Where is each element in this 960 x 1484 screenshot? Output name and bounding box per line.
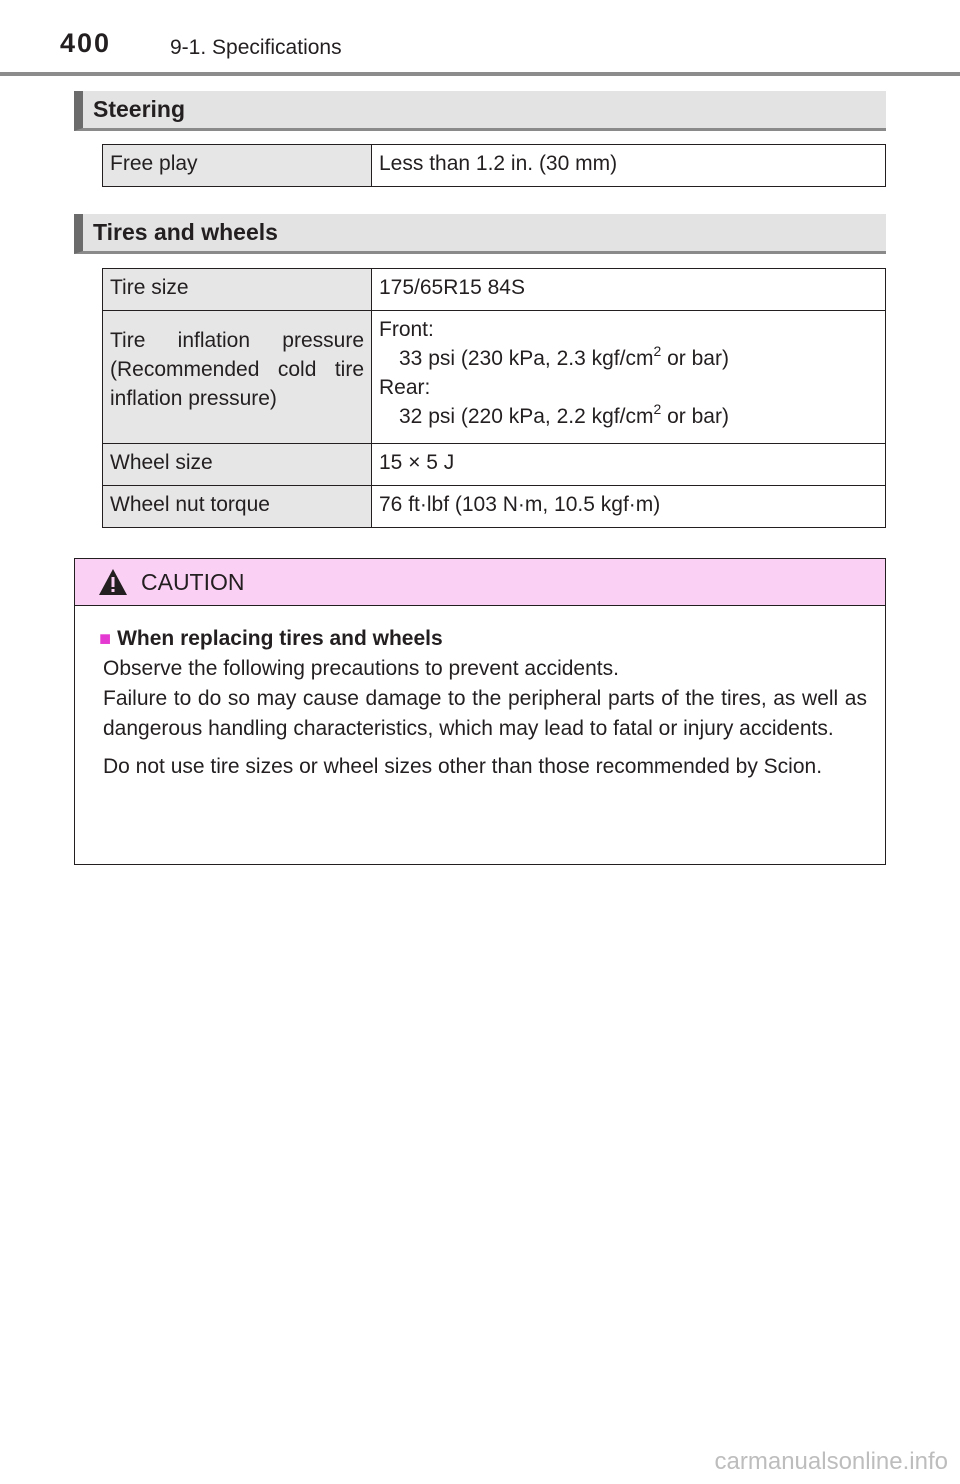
table-row: [103, 486, 886, 528]
free-play-label: Free play: [103, 145, 372, 187]
caution-paragraph: Failure to do so may cause damage to the peripheral parts of the tires, as well as dangerous handling characteristics, which may lead to fatal or injury accidents.: [103, 687, 867, 740]
front-label: Front:: [379, 318, 434, 341]
caution-subhead: ■ When replacing tires and wheels: [99, 627, 443, 650]
page-header: [0, 0, 960, 76]
table-row: [103, 145, 886, 187]
caution-box: [74, 558, 886, 865]
tire-size-label: Tire size: [103, 269, 372, 311]
table-row: [103, 444, 886, 486]
free-play-value: Less than 1.2 in. (30 mm): [372, 145, 886, 187]
caution-text: [103, 654, 867, 782]
nut-torque-value: 76 ft·lbf (103 N·m, 10.5 kgf·m): [372, 486, 886, 528]
wheel-size-value: 15 × 5 J: [372, 444, 886, 486]
rear-pressure: 32 psi (220 kPa, 2.2 kgf/$cm^2$ or bar): [399, 401, 729, 428]
wheel-size-label: Wheel size: [103, 444, 372, 486]
steering-table: [102, 144, 886, 187]
section-heading-steering: Steering: [74, 91, 886, 131]
square-bullet-icon: ■: [99, 628, 112, 650]
tire-size-value: 175/65R15 84S: [372, 269, 886, 311]
warning-triangle-icon: [97, 567, 129, 597]
table-row: [103, 269, 886, 311]
chapter-title: 9-1. Specifications: [170, 36, 342, 59]
caution-header: [75, 559, 885, 606]
tire-pressure-label: Tire inflation pressure (Recommended cold tire inflation pressure): [103, 311, 372, 444]
tire-pressure-value: [372, 311, 886, 444]
caution-paragraph: Observe the following precautions to prevent accidents.: [103, 657, 619, 680]
nut-torque-label: Wheel nut torque: [103, 486, 372, 528]
page-number: 400: [60, 28, 112, 58]
rear-label: Rear:: [379, 376, 431, 399]
table-row: [103, 311, 886, 444]
tires-table: [102, 268, 886, 528]
front-pressure: 33 psi (230 kPa, 2.3 kgf/$cm^2$ or bar): [399, 343, 729, 370]
caution-paragraph: Do not use tire sizes or wheel sizes other than those recommended by Scion.: [103, 755, 823, 778]
section-heading-tires: Tires and wheels: [74, 214, 886, 254]
caution-body: [75, 606, 885, 782]
watermark: carmanualsonline.info: [714, 1448, 948, 1475]
caution-title: CAUTION: [141, 569, 245, 595]
